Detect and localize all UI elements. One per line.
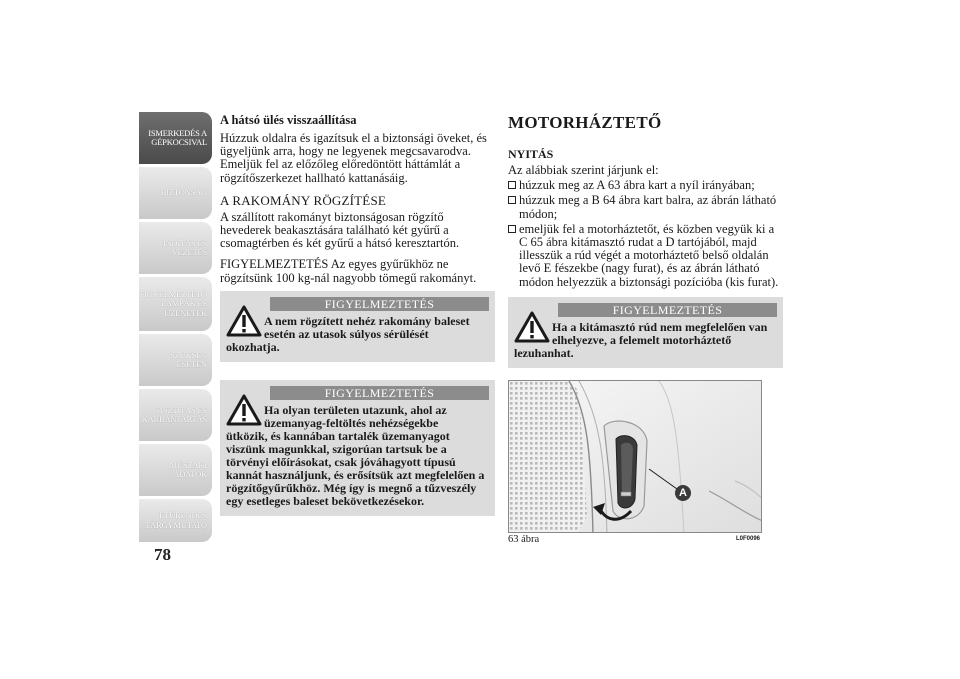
tab-label: FIGYELMEZTETŐ LÁMPÁK ÉS ÜZENETEK (139, 288, 207, 318)
tab-label: SZÜKSÉG ESETÉN (170, 349, 207, 369)
chapter-tab-bar (139, 112, 212, 542)
list-item (508, 194, 783, 220)
tab-szukseg[interactable] (139, 334, 212, 386)
checkbox-bullet-icon (508, 181, 516, 189)
figure-footer (508, 534, 762, 548)
tab-biztonsag[interactable] (139, 167, 212, 219)
tab-figyelmezteto[interactable] (139, 277, 212, 331)
callout-a: A (675, 485, 691, 501)
figure-code: L0F0096 (735, 535, 760, 542)
warning-line: elhelyezve, a felemelt motorháztető (552, 332, 732, 347)
right-column (508, 113, 783, 548)
tab-label: MŰSZAKI ADATOK (169, 459, 207, 479)
warning-box-fuel (220, 380, 495, 516)
figure-caption: 63 ábra (508, 533, 540, 545)
opening-heading: NYITÁS (508, 147, 554, 161)
warning-line: okozhatja. (226, 339, 280, 354)
steps-list (508, 179, 783, 289)
step-text: emeljük fel a motorháztetőt, és közben vegyük ki a C 65 ábra kitámasztó rudat a D tartójából, majd illesszük a rúd végét a motorháztető belső oldalán levő E fészekbe (nagy furat), és az ábrán látható módon helyezzük a biztonsági pozícióba (kis furat). (519, 221, 779, 289)
left-column (220, 113, 495, 516)
tab-label: ETŰRENDES TÁRGYMUTATÓ (145, 510, 207, 530)
warning-triangle-icon (514, 311, 550, 343)
warning-triangle-icon (226, 305, 262, 337)
tab-label: ISMERKEDÉS A GÉPKOCSIVAL (148, 127, 207, 147)
warning-line: Ha olyan területen utazunk, ahol az (264, 402, 447, 417)
warning-line: üzemanyag-feltöltés nehézségekbe (264, 415, 439, 430)
tab-label: INDÍTÁS ÉS VEZETÉS (162, 237, 207, 257)
warning-title: FIGYELMEZTETÉS (270, 297, 489, 311)
warning-line: ütközik, és kannában tartalék üzemanyagot viszünk magunkkal, szigorúan tartsuk be a törvényi előírásokat, csak jóváhagyott típusú kannát használjunk, és erősítsük azt megfelelően a rögzítőgyűrűkhöz. Még így is megnő a tűzveszély egy esetleges baleset bekövetkezésekor. (226, 428, 485, 508)
warning-text (514, 321, 777, 360)
tab-label: TISZTÍTÁS ÉS KARBANTARTÁS (141, 404, 207, 424)
warning-line: Ha a kitámasztó rúd nem megfelelően van (552, 319, 768, 334)
cargo-heading: A RAKOMÁNY RÖGZÍTÉSE (220, 192, 387, 208)
tab-tisztitas[interactable] (139, 389, 212, 441)
page-number: 78 (154, 545, 171, 564)
tab-inditas[interactable] (139, 222, 212, 274)
figure-hood-release-lever (508, 380, 762, 533)
warning-line: lezuhanhat. (514, 345, 574, 360)
warning-box-cargo (220, 291, 495, 362)
tab-muszaki[interactable] (139, 444, 212, 496)
steps-intro: Az alábbiak szerint járjunk el: (508, 163, 659, 177)
tab-targymutato[interactable] (139, 499, 212, 542)
warning-text (226, 404, 489, 508)
hood-lever-illustration (509, 381, 762, 533)
warning-triangle-icon (226, 394, 262, 426)
warning-line: esetén az utasok súlyos sérülését (264, 326, 429, 341)
warning-title: FIGYELMEZTETÉS (558, 303, 777, 317)
rear-seat-heading: A hátsó ülés visszaállítása (220, 113, 357, 127)
cargo-text: A szállított rakományt biztonságosan rögzítő hevederek beakasztására található két gyűrű a csomagtérben és két gyűrű a hátsó keresztartón. (220, 209, 460, 251)
step-text: húzzuk meg a B 64 ábra kart balra, az ábrán látható módon; (519, 193, 777, 221)
warning-box-hood (508, 297, 783, 368)
cargo-note: FIGYELMEZTETÉS Az egyes gyűrűkhöz ne rögzítsünk 100 kg-nál nagyobb tömegű rakományt. (220, 257, 477, 285)
list-item (508, 223, 783, 289)
checkbox-bullet-icon (508, 225, 516, 233)
step-text: húzzuk meg az A 63 ábra kart a nyíl irányában; (519, 178, 755, 193)
tab-label: BIZTONSÁG (160, 187, 207, 198)
warning-title: FIGYELMEZTETÉS (270, 386, 489, 400)
list-item (508, 179, 783, 192)
warning-line: A nem rögzített nehéz rakomány baleset (264, 313, 470, 328)
tab-ismerkedes[interactable] (139, 112, 212, 164)
checkbox-bullet-icon (508, 196, 516, 204)
rear-seat-text: Húzzuk oldalra és igazítsuk el a biztonsági öveket, és ügyeljünk arra, hogy ne legyenek megcsavarodva. Emeljük fel az előzőleg előredöntött háttámlát a rögzítőszerkezet hallható kattanásáig. (220, 131, 487, 185)
warning-text (226, 315, 489, 354)
hood-heading: MOTORHÁZTETŐ (508, 113, 662, 132)
